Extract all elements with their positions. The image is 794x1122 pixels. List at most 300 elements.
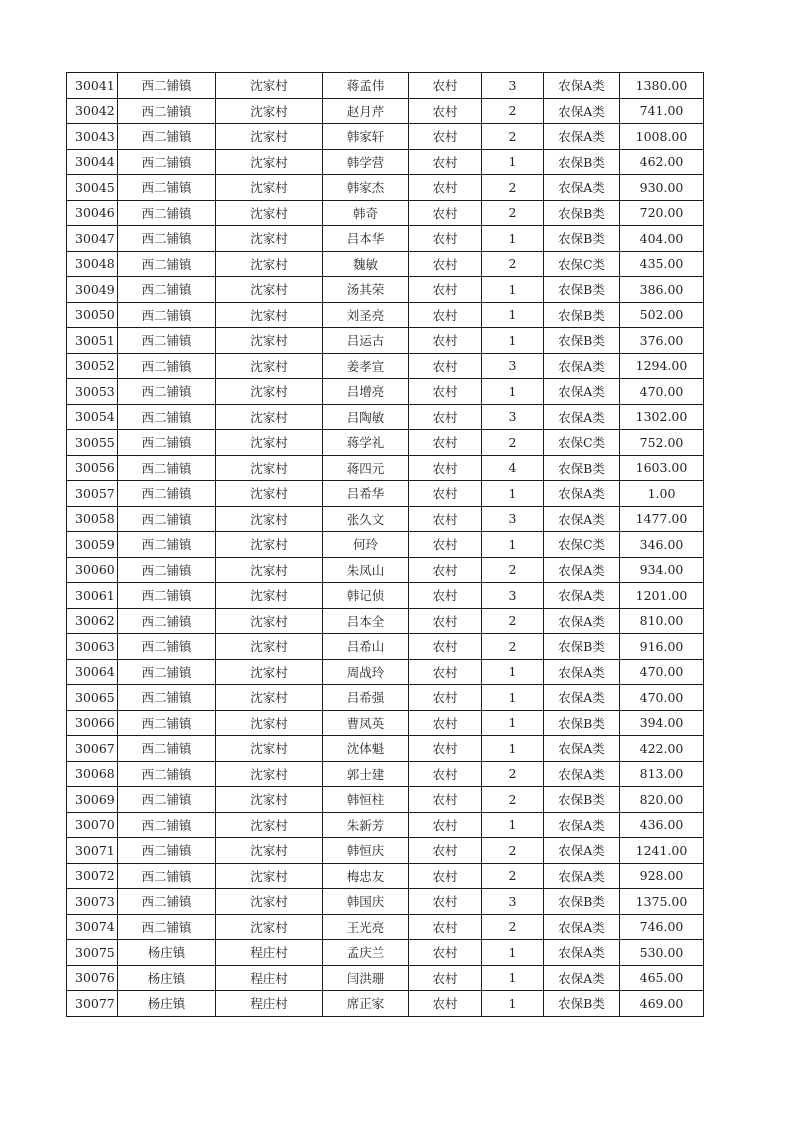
cell-person-name: 韩恒柱 <box>323 787 409 813</box>
cell-insurance-category: 农保B类 <box>544 328 620 354</box>
cell-town: 西二铺镇 <box>118 506 216 532</box>
cell-village: 程庄村 <box>216 991 323 1017</box>
cell-insurance-category: 农保A类 <box>544 863 620 889</box>
cell-record-id: 30055 <box>67 430 118 456</box>
cell-village: 沈家村 <box>216 98 323 124</box>
cell-record-id: 30054 <box>67 404 118 430</box>
cell-person-name: 刘圣亮 <box>323 302 409 328</box>
cell-town: 杨庄镇 <box>118 991 216 1017</box>
cell-town: 西二铺镇 <box>118 226 216 252</box>
cell-village: 沈家村 <box>216 608 323 634</box>
table-row <box>67 583 704 609</box>
cell-record-id: 30070 <box>67 812 118 838</box>
cell-village: 沈家村 <box>216 761 323 787</box>
cell-village: 沈家村 <box>216 787 323 813</box>
cell-insurance-category: 农保A类 <box>544 175 620 201</box>
cell-member-count: 2 <box>482 914 544 940</box>
cell-village: 沈家村 <box>216 277 323 303</box>
cell-person-name: 郭士建 <box>323 761 409 787</box>
cell-town: 西二铺镇 <box>118 583 216 609</box>
cell-member-count: 3 <box>482 73 544 99</box>
cell-person-name: 韩记侦 <box>323 583 409 609</box>
cell-household-type: 农村 <box>409 149 482 175</box>
cell-member-count: 2 <box>482 200 544 226</box>
cell-member-count: 2 <box>482 175 544 201</box>
table-row <box>67 226 704 252</box>
cell-insurance-category: 农保C类 <box>544 251 620 277</box>
cell-town: 西二铺镇 <box>118 353 216 379</box>
cell-record-id: 30064 <box>67 659 118 685</box>
cell-household-type: 农村 <box>409 455 482 481</box>
cell-member-count: 1 <box>482 710 544 736</box>
cell-village: 沈家村 <box>216 302 323 328</box>
table-row <box>67 685 704 711</box>
cell-record-id: 30049 <box>67 277 118 303</box>
cell-record-id: 30065 <box>67 685 118 711</box>
cell-insurance-category: 农保A类 <box>544 379 620 405</box>
cell-amount: 1.00 <box>620 481 704 507</box>
table-row <box>67 481 704 507</box>
cell-insurance-category: 农保B类 <box>544 226 620 252</box>
cell-household-type: 农村 <box>409 710 482 736</box>
cell-record-id: 30066 <box>67 710 118 736</box>
cell-village: 程庄村 <box>216 940 323 966</box>
cell-household-type: 农村 <box>409 940 482 966</box>
cell-household-type: 农村 <box>409 659 482 685</box>
cell-record-id: 30041 <box>67 73 118 99</box>
cell-village: 沈家村 <box>216 812 323 838</box>
cell-insurance-category: 农保A类 <box>544 124 620 150</box>
cell-insurance-category: 农保B类 <box>544 200 620 226</box>
cell-town: 西二铺镇 <box>118 659 216 685</box>
cell-person-name: 周战玲 <box>323 659 409 685</box>
cell-town: 西二铺镇 <box>118 430 216 456</box>
cell-member-count: 2 <box>482 787 544 813</box>
cell-amount: 462.00 <box>620 149 704 175</box>
cell-insurance-category: 农保A类 <box>544 353 620 379</box>
cell-person-name: 闫洪珊 <box>323 965 409 991</box>
cell-household-type: 农村 <box>409 965 482 991</box>
cell-record-id: 30071 <box>67 838 118 864</box>
cell-village: 沈家村 <box>216 532 323 558</box>
cell-insurance-category: 农保A类 <box>544 914 620 940</box>
cell-town: 西二铺镇 <box>118 914 216 940</box>
cell-record-id: 30068 <box>67 761 118 787</box>
cell-member-count: 1 <box>482 685 544 711</box>
cell-insurance-category: 农保B类 <box>544 634 620 660</box>
cell-person-name: 吕本华 <box>323 226 409 252</box>
cell-village: 沈家村 <box>216 889 323 915</box>
cell-town: 西二铺镇 <box>118 200 216 226</box>
table-row <box>67 175 704 201</box>
cell-person-name: 曹凤英 <box>323 710 409 736</box>
cell-record-id: 30056 <box>67 455 118 481</box>
cell-member-count: 2 <box>482 124 544 150</box>
cell-record-id: 30072 <box>67 863 118 889</box>
cell-amount: 394.00 <box>620 710 704 736</box>
cell-person-name: 王光亮 <box>323 914 409 940</box>
table-row <box>67 965 704 991</box>
cell-village: 沈家村 <box>216 175 323 201</box>
cell-amount: 810.00 <box>620 608 704 634</box>
table-row <box>67 838 704 864</box>
cell-member-count: 2 <box>482 634 544 660</box>
cell-household-type: 农村 <box>409 838 482 864</box>
cell-amount: 741.00 <box>620 98 704 124</box>
cell-record-id: 30069 <box>67 787 118 813</box>
cell-amount: 376.00 <box>620 328 704 354</box>
cell-record-id: 30059 <box>67 532 118 558</box>
cell-person-name: 蒋孟伟 <box>323 73 409 99</box>
cell-amount: 1603.00 <box>620 455 704 481</box>
cell-household-type: 农村 <box>409 353 482 379</box>
cell-person-name: 何玲 <box>323 532 409 558</box>
cell-village: 沈家村 <box>216 710 323 736</box>
cell-household-type: 农村 <box>409 277 482 303</box>
data-table <box>66 72 704 1017</box>
cell-amount: 752.00 <box>620 430 704 456</box>
cell-village: 沈家村 <box>216 634 323 660</box>
cell-member-count: 2 <box>482 761 544 787</box>
table-row <box>67 710 704 736</box>
cell-village: 沈家村 <box>216 481 323 507</box>
table-row <box>67 404 704 430</box>
cell-household-type: 农村 <box>409 328 482 354</box>
cell-town: 西二铺镇 <box>118 379 216 405</box>
cell-village: 沈家村 <box>216 404 323 430</box>
cell-record-id: 30075 <box>67 940 118 966</box>
cell-amount: 469.00 <box>620 991 704 1017</box>
cell-record-id: 30074 <box>67 914 118 940</box>
cell-household-type: 农村 <box>409 175 482 201</box>
cell-insurance-category: 农保A类 <box>544 838 620 864</box>
cell-person-name: 吕本全 <box>323 608 409 634</box>
cell-town: 西二铺镇 <box>118 175 216 201</box>
cell-household-type: 农村 <box>409 404 482 430</box>
cell-amount: 1201.00 <box>620 583 704 609</box>
table-row <box>67 659 704 685</box>
table-row <box>67 353 704 379</box>
cell-record-id: 30077 <box>67 991 118 1017</box>
table-row <box>67 761 704 787</box>
table-row <box>67 379 704 405</box>
cell-member-count: 2 <box>482 430 544 456</box>
cell-household-type: 农村 <box>409 251 482 277</box>
cell-village: 沈家村 <box>216 430 323 456</box>
cell-person-name: 吕运古 <box>323 328 409 354</box>
table-row <box>67 149 704 175</box>
cell-record-id: 30062 <box>67 608 118 634</box>
cell-village: 沈家村 <box>216 149 323 175</box>
table-row <box>67 98 704 124</box>
cell-member-count: 1 <box>482 965 544 991</box>
cell-household-type: 农村 <box>409 991 482 1017</box>
cell-member-count: 1 <box>482 812 544 838</box>
cell-amount: 928.00 <box>620 863 704 889</box>
cell-household-type: 农村 <box>409 863 482 889</box>
cell-amount: 435.00 <box>620 251 704 277</box>
cell-household-type: 农村 <box>409 302 482 328</box>
cell-household-type: 农村 <box>409 481 482 507</box>
cell-village: 沈家村 <box>216 73 323 99</box>
cell-village: 沈家村 <box>216 251 323 277</box>
cell-record-id: 30067 <box>67 736 118 762</box>
cell-amount: 916.00 <box>620 634 704 660</box>
cell-member-count: 1 <box>482 481 544 507</box>
cell-insurance-category: 农保A类 <box>544 557 620 583</box>
cell-household-type: 农村 <box>409 73 482 99</box>
cell-town: 西二铺镇 <box>118 812 216 838</box>
cell-amount: 404.00 <box>620 226 704 252</box>
cell-village: 沈家村 <box>216 353 323 379</box>
cell-person-name: 朱新芳 <box>323 812 409 838</box>
cell-record-id: 30061 <box>67 583 118 609</box>
cell-amount: 465.00 <box>620 965 704 991</box>
cell-person-name: 吕增亮 <box>323 379 409 405</box>
cell-amount: 1241.00 <box>620 838 704 864</box>
cell-member-count: 3 <box>482 583 544 609</box>
cell-member-count: 1 <box>482 659 544 685</box>
cell-household-type: 农村 <box>409 124 482 150</box>
cell-household-type: 农村 <box>409 200 482 226</box>
cell-member-count: 1 <box>482 991 544 1017</box>
cell-member-count: 1 <box>482 277 544 303</box>
table-row <box>67 557 704 583</box>
cell-insurance-category: 农保A类 <box>544 940 620 966</box>
cell-household-type: 农村 <box>409 226 482 252</box>
cell-person-name: 韩家杰 <box>323 175 409 201</box>
cell-person-name: 姜孝宣 <box>323 353 409 379</box>
cell-amount: 820.00 <box>620 787 704 813</box>
cell-insurance-category: 农保C类 <box>544 430 620 456</box>
cell-household-type: 农村 <box>409 379 482 405</box>
cell-record-id: 30063 <box>67 634 118 660</box>
cell-member-count: 3 <box>482 404 544 430</box>
cell-record-id: 30073 <box>67 889 118 915</box>
cell-record-id: 30058 <box>67 506 118 532</box>
cell-record-id: 30045 <box>67 175 118 201</box>
table-row <box>67 506 704 532</box>
cell-member-count: 4 <box>482 455 544 481</box>
cell-town: 西二铺镇 <box>118 98 216 124</box>
cell-town: 西二铺镇 <box>118 710 216 736</box>
cell-town: 西二铺镇 <box>118 634 216 660</box>
cell-insurance-category: 农保A类 <box>544 685 620 711</box>
cell-town: 西二铺镇 <box>118 455 216 481</box>
cell-household-type: 农村 <box>409 914 482 940</box>
cell-member-count: 1 <box>482 736 544 762</box>
cell-member-count: 2 <box>482 98 544 124</box>
table-row <box>67 302 704 328</box>
cell-village: 沈家村 <box>216 838 323 864</box>
cell-record-id: 30044 <box>67 149 118 175</box>
cell-town: 西二铺镇 <box>118 685 216 711</box>
cell-insurance-category: 农保A类 <box>544 404 620 430</box>
cell-record-id: 30057 <box>67 481 118 507</box>
cell-person-name: 梅忠友 <box>323 863 409 889</box>
cell-record-id: 30043 <box>67 124 118 150</box>
cell-town: 西二铺镇 <box>118 557 216 583</box>
cell-village: 沈家村 <box>216 506 323 532</box>
cell-person-name: 沈体魁 <box>323 736 409 762</box>
cell-person-name: 韩国庆 <box>323 889 409 915</box>
cell-member-count: 3 <box>482 353 544 379</box>
cell-amount: 1294.00 <box>620 353 704 379</box>
cell-town: 西二铺镇 <box>118 761 216 787</box>
cell-record-id: 30051 <box>67 328 118 354</box>
table-row <box>67 863 704 889</box>
cell-amount: 502.00 <box>620 302 704 328</box>
cell-insurance-category: 农保A类 <box>544 736 620 762</box>
cell-person-name: 朱凤山 <box>323 557 409 583</box>
cell-household-type: 农村 <box>409 557 482 583</box>
cell-amount: 746.00 <box>620 914 704 940</box>
cell-household-type: 农村 <box>409 608 482 634</box>
cell-amount: 1008.00 <box>620 124 704 150</box>
cell-insurance-category: 农保A类 <box>544 73 620 99</box>
cell-person-name: 韩奇 <box>323 200 409 226</box>
cell-town: 西二铺镇 <box>118 404 216 430</box>
cell-household-type: 农村 <box>409 685 482 711</box>
cell-person-name: 吕希强 <box>323 685 409 711</box>
cell-amount: 1375.00 <box>620 889 704 915</box>
cell-person-name: 赵月芹 <box>323 98 409 124</box>
cell-town: 西二铺镇 <box>118 124 216 150</box>
table-row <box>67 328 704 354</box>
cell-insurance-category: 农保A类 <box>544 965 620 991</box>
cell-person-name: 吕希山 <box>323 634 409 660</box>
table-row <box>67 787 704 813</box>
cell-person-name: 魏敏 <box>323 251 409 277</box>
cell-amount: 930.00 <box>620 175 704 201</box>
table-row <box>67 889 704 915</box>
cell-village: 沈家村 <box>216 736 323 762</box>
cell-amount: 470.00 <box>620 659 704 685</box>
cell-town: 西二铺镇 <box>118 149 216 175</box>
cell-household-type: 农村 <box>409 787 482 813</box>
cell-person-name: 韩恒庆 <box>323 838 409 864</box>
cell-record-id: 30048 <box>67 251 118 277</box>
cell-amount: 436.00 <box>620 812 704 838</box>
cell-member-count: 1 <box>482 149 544 175</box>
cell-household-type: 农村 <box>409 532 482 558</box>
cell-amount: 470.00 <box>620 379 704 405</box>
cell-town: 西二铺镇 <box>118 251 216 277</box>
table-row <box>67 251 704 277</box>
cell-amount: 1380.00 <box>620 73 704 99</box>
cell-member-count: 1 <box>482 379 544 405</box>
cell-household-type: 农村 <box>409 761 482 787</box>
table-row <box>67 430 704 456</box>
table-row <box>67 608 704 634</box>
cell-member-count: 2 <box>482 251 544 277</box>
cell-record-id: 30076 <box>67 965 118 991</box>
cell-insurance-category: 农保B类 <box>544 149 620 175</box>
cell-town: 西二铺镇 <box>118 863 216 889</box>
table-row <box>67 812 704 838</box>
cell-insurance-category: 农保B类 <box>544 991 620 1017</box>
cell-member-count: 1 <box>482 940 544 966</box>
cell-town: 西二铺镇 <box>118 608 216 634</box>
cell-town: 西二铺镇 <box>118 889 216 915</box>
cell-insurance-category: 农保A类 <box>544 98 620 124</box>
cell-member-count: 3 <box>482 506 544 532</box>
cell-insurance-category: 农保B类 <box>544 787 620 813</box>
cell-town: 西二铺镇 <box>118 481 216 507</box>
table-row <box>67 914 704 940</box>
cell-insurance-category: 农保B类 <box>544 277 620 303</box>
cell-amount: 813.00 <box>620 761 704 787</box>
cell-member-count: 2 <box>482 557 544 583</box>
cell-village: 程庄村 <box>216 965 323 991</box>
cell-insurance-category: 农保A类 <box>544 506 620 532</box>
table-row <box>67 277 704 303</box>
cell-village: 沈家村 <box>216 379 323 405</box>
cell-household-type: 农村 <box>409 583 482 609</box>
cell-household-type: 农村 <box>409 506 482 532</box>
table-row <box>67 634 704 660</box>
cell-amount: 530.00 <box>620 940 704 966</box>
table-row <box>67 200 704 226</box>
cell-household-type: 农村 <box>409 736 482 762</box>
cell-record-id: 30053 <box>67 379 118 405</box>
cell-town: 西二铺镇 <box>118 328 216 354</box>
cell-insurance-category: 农保A类 <box>544 608 620 634</box>
cell-amount: 422.00 <box>620 736 704 762</box>
cell-amount: 1302.00 <box>620 404 704 430</box>
cell-record-id: 30047 <box>67 226 118 252</box>
table-row <box>67 940 704 966</box>
cell-household-type: 农村 <box>409 634 482 660</box>
cell-town: 西二铺镇 <box>118 787 216 813</box>
cell-person-name: 席正家 <box>323 991 409 1017</box>
cell-village: 沈家村 <box>216 583 323 609</box>
cell-village: 沈家村 <box>216 557 323 583</box>
cell-insurance-category: 农保B类 <box>544 302 620 328</box>
cell-insurance-category: 农保B类 <box>544 455 620 481</box>
cell-person-name: 孟庆兰 <box>323 940 409 966</box>
cell-town: 西二铺镇 <box>118 532 216 558</box>
cell-town: 西二铺镇 <box>118 736 216 762</box>
cell-person-name: 蒋学礼 <box>323 430 409 456</box>
cell-amount: 1477.00 <box>620 506 704 532</box>
cell-amount: 470.00 <box>620 685 704 711</box>
cell-member-count: 2 <box>482 863 544 889</box>
cell-record-id: 30060 <box>67 557 118 583</box>
cell-person-name: 汤其荣 <box>323 277 409 303</box>
cell-record-id: 30042 <box>67 98 118 124</box>
table-row <box>67 73 704 99</box>
cell-town: 西二铺镇 <box>118 302 216 328</box>
cell-insurance-category: 农保A类 <box>544 812 620 838</box>
table-row <box>67 124 704 150</box>
table-row <box>67 736 704 762</box>
cell-household-type: 农村 <box>409 430 482 456</box>
cell-amount: 386.00 <box>620 277 704 303</box>
cell-amount: 720.00 <box>620 200 704 226</box>
cell-town: 西二铺镇 <box>118 73 216 99</box>
cell-member-count: 2 <box>482 608 544 634</box>
table-row <box>67 991 704 1017</box>
cell-member-count: 1 <box>482 328 544 354</box>
cell-village: 沈家村 <box>216 914 323 940</box>
cell-person-name: 韩学营 <box>323 149 409 175</box>
cell-person-name: 蒋四元 <box>323 455 409 481</box>
cell-member-count: 1 <box>482 532 544 558</box>
cell-insurance-category: 农保C类 <box>544 532 620 558</box>
cell-town: 杨庄镇 <box>118 965 216 991</box>
table-body <box>67 73 704 1017</box>
